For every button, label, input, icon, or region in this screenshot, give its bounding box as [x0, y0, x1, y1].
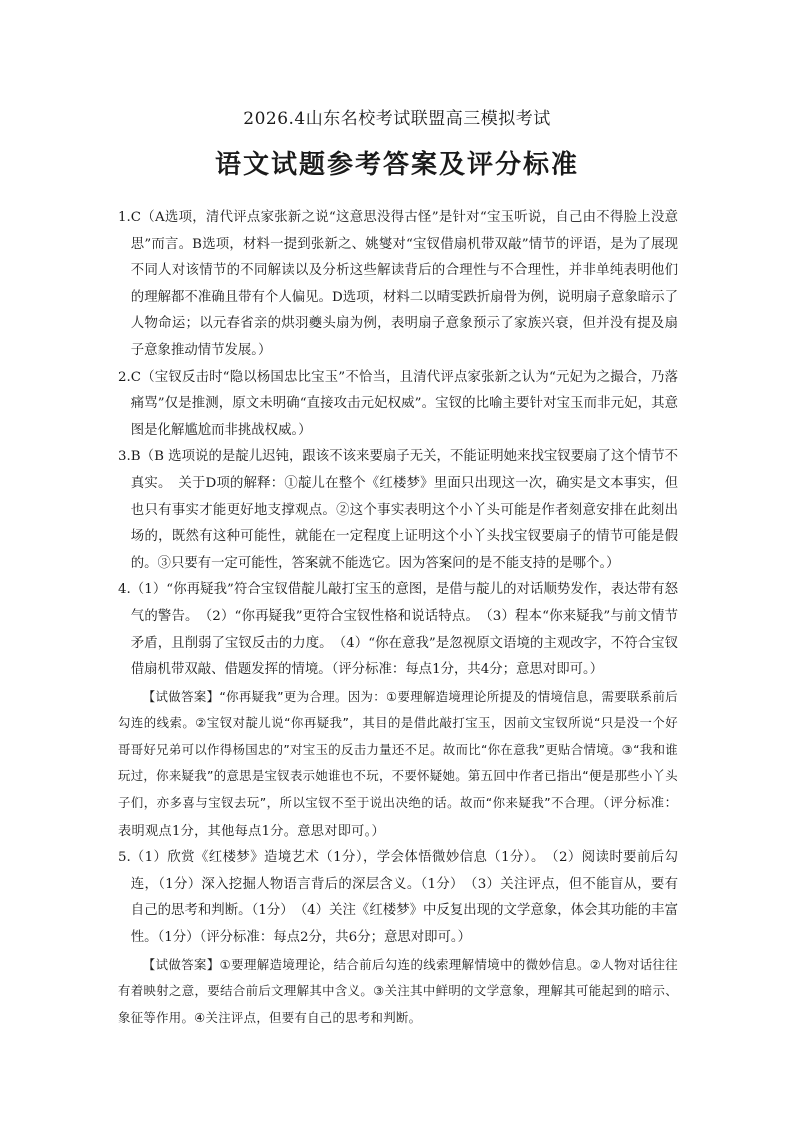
- scoring-criteria: （评分标准：每点1分，共4分；意思对即可。）: [331, 662, 604, 678]
- document-title: 语文试题参考答案及评分标准: [214, 150, 579, 180]
- item-text: （1）欣赏《红楼梦》造境艺术（1分），学会体悟微妙信息（1分）。 （2）阅读时要前后勾连，（1分）深入挖掘人物语言背后的深层含义。（1分） （3）关注评点，但不能盲从，要有自己的思考和判断。（1分） （4）关注《红楼梦》中反复出现的文学意象，体会其功能的丰富性。（1分）: [130, 850, 678, 946]
- exam-header: 2026.4山东名校考试联盟高三模拟考试: [243, 109, 551, 129]
- answer-item-5: [118, 845, 678, 951]
- trial-answer-5: [118, 952, 678, 1032]
- scoring-criteria: （评分标准：每点2分，共6分；意思对即可。）: [199, 930, 472, 946]
- trial-answer-tag: 【试做答案】: [142, 956, 220, 972]
- item-number: 1.: [118, 210, 131, 225]
- answer-item-2: [118, 365, 678, 445]
- item-text: C（宝钗反击时“隐以杨国忠比宝玉”不恰当，且清代评点家张新之认为“元妃为之撮合，乃落痛骂”仅是推测，原文未明确“直接攻击元妃权威”。宝钗的比喻主要针对宝玉而非元妃，其意图是化解尴尬而非挑战权威。）: [130, 369, 678, 438]
- item-number: 5.: [118, 850, 131, 866]
- answer-item-4: [118, 577, 678, 683]
- trial-answer-tag: 【试做答案】: [142, 688, 220, 704]
- trial-answer-text: ①要理解造境理论，结合前后勾连的线索理解情境中的微妙信息。②人物对话往往有着映射之意，要结合前后文理解其中含义。③关注其中鲜明的文学意象，理解其可能起到的暗示、象征等作用。④关注评点，但要有自己的思考和判断。: [118, 956, 678, 1025]
- trial-answer-text: “你再疑我”更为合理。因为：①要理解造境理论所提及的情境信息，需要联系前后勾连的线索。②宝钗对靛儿说“你再疑我”，其目的是借此敲打宝玉，因前文宝钗所说“只是没一个好哥哥好兄弟可以作得杨国忠的”对宝玉的反击力量还不足。故而比“你在意我”更贴合情境。③“我和谁玩过，你来疑我”的意思是宝钗表示她谁也不玩，不要怀疑她。第五回中作者已指出“便是那些小丫头子们，亦多喜与宝钗去玩”，所以宝钗不至于说出决绝的话。故而“你来疑我”不合理。: [118, 688, 679, 811]
- trial-answer-4: [118, 684, 678, 846]
- item-number: 4.: [118, 582, 131, 598]
- scoring-criteria: （评分标准：表明观点1分，其他每点1分。意思对即可。）: [118, 796, 678, 839]
- item-number: 3.: [118, 449, 131, 465]
- item-text: B（B 选项说的是靛儿迟钝，跟该不该来要扇子无关，不能证明她来找宝钗要扇了这个情节不真实。 关于D项的解释：①靛儿在整个《红楼梦》里面只出现这一次，确实是文本事实，但也只有事实才能更好地支撑观点。②这个事实表明这个小丫头可能是作者刻意安排在此刻出场的，既然有这种可能性，就能在一定程度上证明这个小丫头找宝钗要扇子的情节可能是假的。③只要有一定可能性，答案就不能选它。因为答案问的是不能支持的是哪个。）: [130, 449, 678, 571]
- answer-item-3: [118, 444, 678, 577]
- answer-item-1: [118, 205, 678, 365]
- item-text: （1）“你再疑我”符合宝钗借靛儿敲打宝玉的意图，是借与靛儿的对话顺势发作，表达带有怒气的警告。 （2）“你再疑我”更符合宝钗性格和说话特点。 （3）程本“你来疑我”与前文情节矛盾，且削弱了宝钗反击的力度。 （4）“你在意我”是忽视原文语境的主观改字，不符合宝钗借扇机带双敲、借题发挥的情境。: [130, 582, 678, 678]
- item-text: C（A选项，清代评点家张新之说“这意思没得古怪”是针对“宝玉听说，自己由不得脸上没意思”而言。B选项，材料一提到张新之、姚燮对“宝钗借扇机带双敲”情节的评语，是为了展现不同人对该情节的不同解读以及分析这些解读背后的合理性与不合理性，并非单纯表明他们的理解都不准确且带有个人偏见。D选项，材料二以晴雯跌折扇骨为例，说明扇子意象暗示了人物命运；以元春省亲的烘羽夔头扇为例，表明扇子意象预示了家族兴衰，但并没有提及扇子意象推动情节发展。）: [130, 210, 678, 358]
- answer-body: [118, 205, 678, 1031]
- item-number: 2.: [118, 369, 131, 385]
